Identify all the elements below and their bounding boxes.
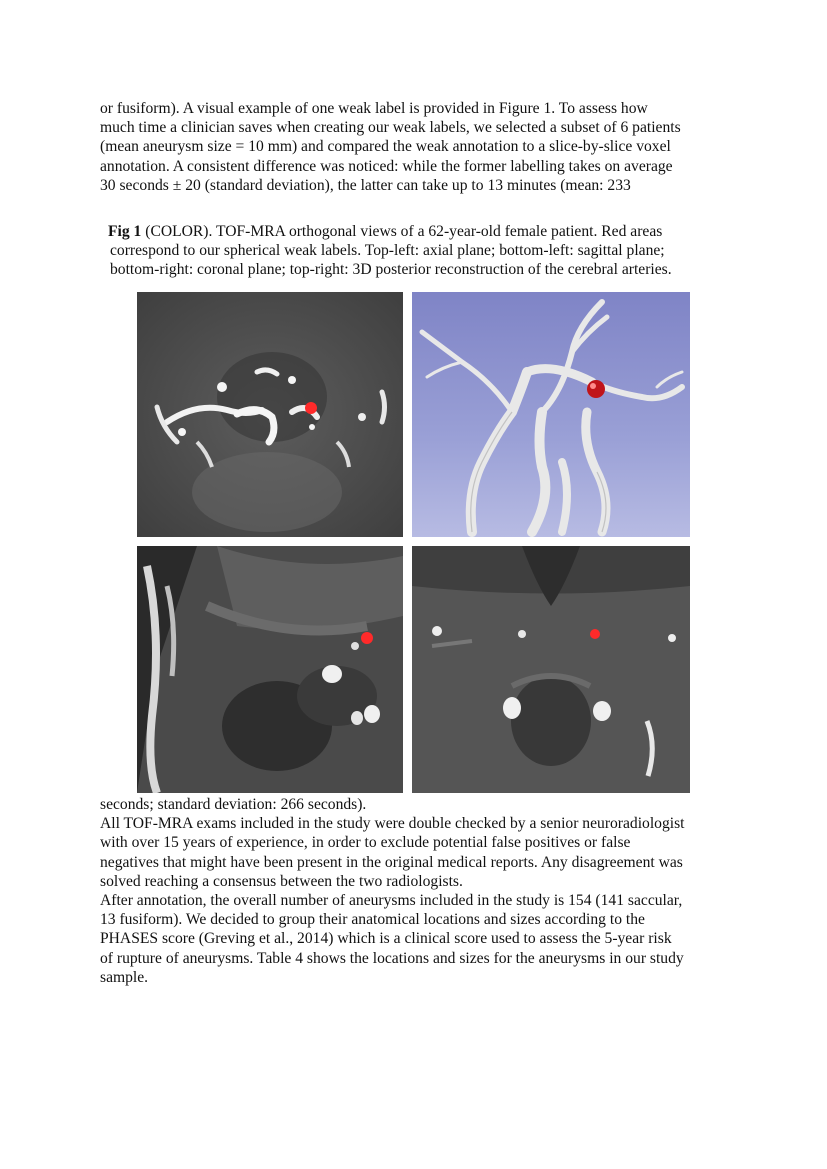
- figure-label: Fig 1: [108, 223, 142, 240]
- text-line: (mean aneurysm size = 10 mm) and compared the weak annotation to a slice-by-slice voxel: [100, 138, 671, 156]
- aneurysm-sphere: [587, 380, 605, 398]
- weak-label-marker: [305, 402, 317, 414]
- top-paragraph: [100, 99, 730, 195]
- caption-line: bottom-right: coronal plane; top-right: 3D posterior reconstruction of the cerebral arteries.: [110, 261, 672, 279]
- weak-label-marker: [590, 629, 600, 639]
- text-line: All TOF-MRA exams included in the study were double checked by a senior neuroradiologist: [100, 815, 685, 833]
- text-line: annotation. A consistent difference was noticed: while the former labelling takes on average: [100, 157, 673, 175]
- text-line: sample.: [100, 968, 149, 986]
- bottom-paragraph: [100, 795, 730, 987]
- weak-label-marker: [361, 632, 373, 644]
- text-line: or fusiform). A visual example of one weak label is provided in Figure 1. To assess how: [100, 100, 648, 117]
- sagittal-plane-image: [137, 546, 403, 793]
- text-line: After annotation, the overall number of aneurysms included in the study is 154 (141 saccular,: [100, 892, 683, 910]
- text-line: solved reaching a consensus between the two radiologists.: [100, 872, 463, 890]
- text-line: seconds; standard deviation: 266 seconds).: [100, 796, 367, 813]
- text-line: of rupture of aneurysms. Table 4 shows the locations and sizes for the aneurysms in our study: [100, 949, 684, 967]
- coronal-plane-image: [412, 546, 690, 793]
- text-line: with over 15 years of experience, in order to exclude potential false positives or false: [100, 834, 631, 852]
- figure-caption: [108, 222, 728, 280]
- text-line: negatives that might have been present in the original medical reports. Any disagreement was: [100, 853, 683, 871]
- text-line: 13 fusiform). We decided to group their anatomical locations and sizes according to the: [100, 911, 645, 929]
- 3d-reconstruction-image: [412, 292, 690, 537]
- text-line: PHASES score (Greving et al., 2014) which is a clinical score used to assess the 5-year risk: [100, 930, 672, 948]
- caption-line: [108, 222, 728, 241]
- axial-plane-image: [137, 292, 403, 537]
- caption-text: (COLOR). TOF-MRA orthogonal views of a 62-year-old female patient. Red areas: [141, 223, 663, 240]
- text-line: 30 seconds ± 20 (standard deviation), the latter can take up to 13 minutes (mean: 233: [100, 176, 631, 194]
- text-line: much time a clinician saves when creating our weak labels, we selected a subset of 6 patients: [100, 119, 681, 137]
- caption-line: correspond to our spherical weak labels. Top-left: axial plane; bottom-left: sagittal plane;: [110, 242, 665, 260]
